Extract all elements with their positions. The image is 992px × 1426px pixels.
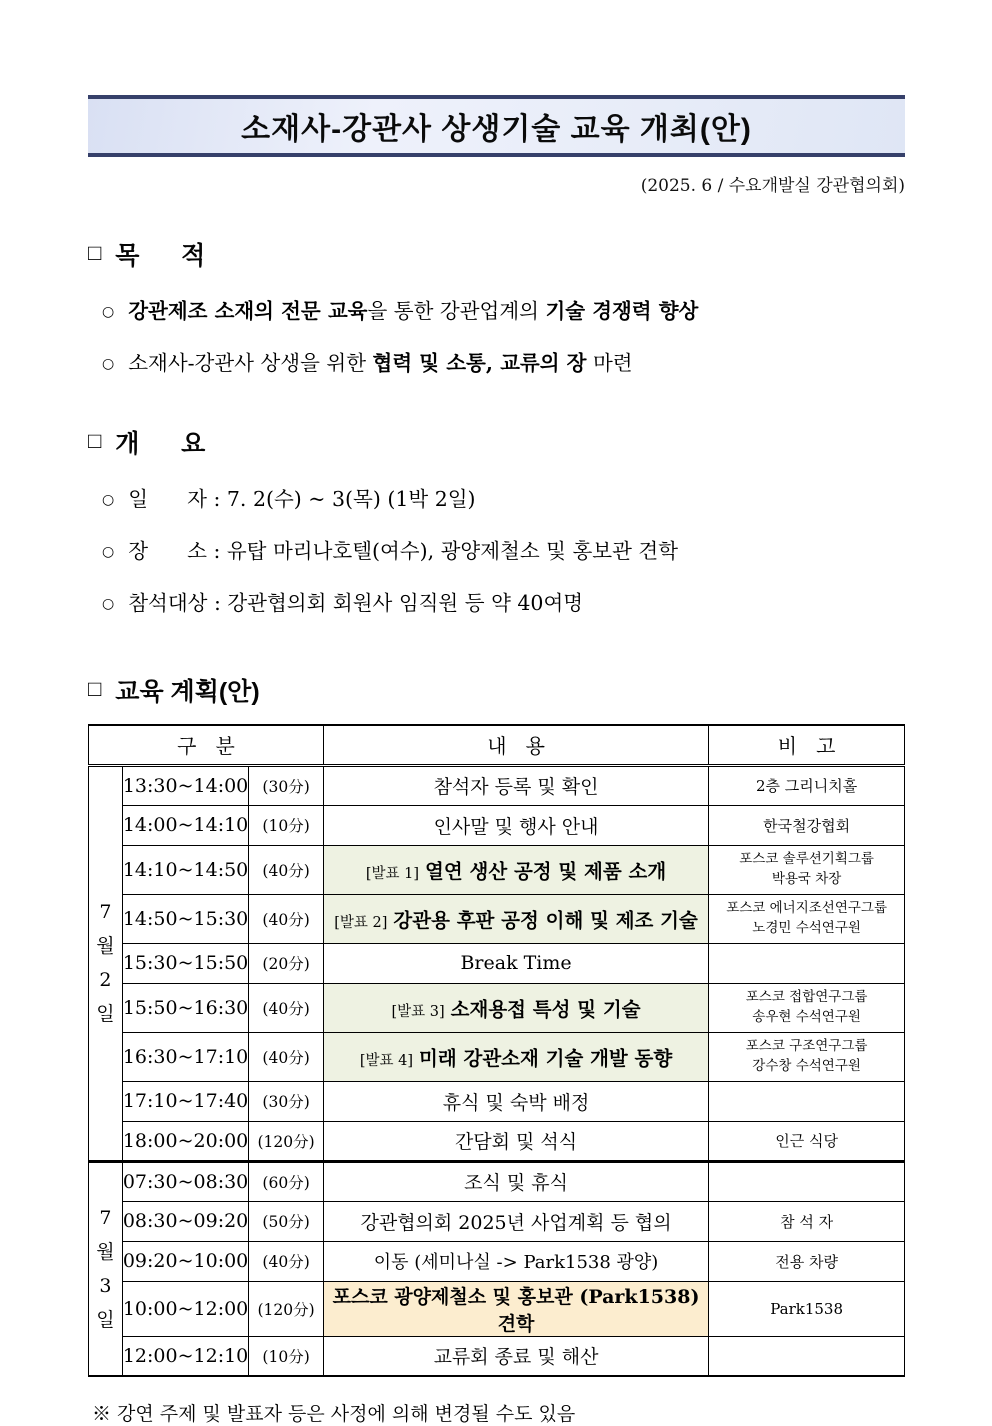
time-cell: 14:10~14:50 [122, 845, 248, 894]
remark-cell: 인근 식당 [709, 1121, 905, 1161]
title-banner [88, 95, 905, 157]
duration-cell: (120分) [249, 1281, 324, 1336]
document-title: 소재사-강관사 상생기술 교육 개최(안) [241, 113, 752, 146]
remark-cell: 포스코 접합연구그룹 송우현 수석연구원 [709, 983, 905, 1032]
time-cell: 18:00~20:00 [122, 1121, 248, 1161]
overview-place-text: 장 소 : 유탑 마리나호텔(여수), 광양제철소 및 홍보관 견학 [128, 539, 679, 563]
content-cell-presentation-1: [발표 1] 열연 생산 공정 및 제품 소개 [323, 845, 708, 894]
remark-cell [709, 1161, 905, 1201]
purpose-item-1 [102, 294, 905, 324]
circle-bullet-icon: ○ [102, 492, 115, 508]
table-row [89, 1161, 905, 1201]
table-row [89, 1336, 905, 1376]
time-cell: 13:30~14:00 [122, 765, 248, 805]
duration-cell: (120分) [249, 1121, 324, 1161]
day1-label: 7 월 2 일 [89, 765, 123, 1161]
content-cell: 인사말 및 행사 안내 [323, 805, 708, 845]
overview-item-date [102, 482, 905, 512]
remark-cell: 포스코 에너지조선연구그룹 노경민 수석연구원 [709, 894, 905, 943]
circle-bullet-icon: ○ [102, 544, 115, 560]
duration-cell: (40分) [249, 845, 324, 894]
time-cell: 14:00~14:10 [122, 805, 248, 845]
content-cell: 이동 (세미나실 -> Park1538 광양) [323, 1241, 708, 1281]
time-cell: 15:30~15:50 [122, 943, 248, 983]
content-cell: 참석자 등록 및 확인 [323, 765, 708, 805]
duration-cell: (30分) [249, 1081, 324, 1121]
duration-cell: (40分) [249, 983, 324, 1032]
remark-cell: 한국철강협회 [709, 805, 905, 845]
content-cell: 조식 및 휴식 [323, 1161, 708, 1201]
square-bullet-icon: □ [88, 676, 102, 701]
schedule-table [88, 724, 905, 1377]
table-row [89, 1281, 905, 1336]
remark-cell: 참 석 자 [709, 1201, 905, 1241]
time-cell: 10:00~12:00 [122, 1281, 248, 1336]
document-page [88, 0, 905, 1426]
circle-bullet-icon: ○ [102, 596, 115, 612]
remark-cell [709, 1336, 905, 1376]
circle-bullet-icon: ○ [102, 356, 115, 372]
duration-cell: (30分) [249, 765, 324, 805]
content-cell: Break Time [323, 943, 708, 983]
section-heading-purpose [88, 236, 905, 272]
remark-cell: 포스코 구조연구그룹 강수창 수석연구원 [709, 1032, 905, 1081]
duration-cell: (10分) [249, 1336, 324, 1376]
time-cell: 12:00~12:10 [122, 1336, 248, 1376]
time-cell: 14:50~15:30 [122, 894, 248, 943]
square-bullet-icon: □ [88, 240, 102, 265]
duration-cell: (40分) [249, 1241, 324, 1281]
table-row [89, 845, 905, 894]
remark-cell: 전용 차량 [709, 1241, 905, 1281]
remark-cell [709, 943, 905, 983]
time-cell: 16:30~17:10 [122, 1032, 248, 1081]
table-row [89, 1121, 905, 1161]
remark-cell: 포스코 솔루션기획그룹 박용국 차장 [709, 845, 905, 894]
time-cell: 15:50~16:30 [122, 983, 248, 1032]
purpose-heading-label: 목 적 [115, 242, 206, 270]
purpose-item-1-text: 강관제조 소재의 전문 교육을 통한 강관업계의 기술 경쟁력 향상 [128, 299, 699, 323]
content-cell-presentation-3: [발표 3] 소재용접 특성 및 기술 [323, 983, 708, 1032]
duration-cell: (10分) [249, 805, 324, 845]
table-header-row [89, 725, 905, 765]
table-row [89, 983, 905, 1032]
overview-item-place [102, 534, 905, 564]
duration-cell: (60分) [249, 1161, 324, 1201]
time-cell: 08:30~09:20 [122, 1201, 248, 1241]
content-cell: 간담회 및 석식 [323, 1121, 708, 1161]
duration-cell: (20分) [249, 943, 324, 983]
content-cell: 휴식 및 숙박 배정 [323, 1081, 708, 1121]
table-row [89, 1241, 905, 1281]
content-cell-presentation-4: [발표 4] 미래 강관소재 기술 개발 동향 [323, 1032, 708, 1081]
remark-cell: 2층 그리니치홀 [709, 765, 905, 805]
overview-date-text: 일 자 : 7. 2(수) ~ 3(목) (1박 2일) [128, 487, 476, 511]
duration-cell: (40分) [249, 1032, 324, 1081]
table-row [89, 1032, 905, 1081]
duration-cell: (40分) [249, 894, 324, 943]
time-cell: 07:30~08:30 [122, 1161, 248, 1201]
plan-heading-label: 교육 계획(안) [115, 678, 260, 706]
table-row [89, 765, 905, 805]
duration-cell: (50分) [249, 1201, 324, 1241]
table-row [89, 1081, 905, 1121]
overview-heading-label: 개 요 [115, 430, 206, 458]
table-row [89, 894, 905, 943]
day2-label: 7 월 3 일 [89, 1161, 123, 1376]
overview-item-attendees [102, 586, 905, 616]
content-cell: 강관협의회 2025년 사업계획 등 협의 [323, 1201, 708, 1241]
purpose-item-2-text: 소재사-강관사 상생을 위한 협력 및 소통, 교류의 장 마련 [128, 351, 633, 375]
table-row [89, 805, 905, 845]
time-cell: 09:20~10:00 [122, 1241, 248, 1281]
section-heading-overview [88, 424, 905, 460]
header-content: 내 용 [323, 725, 708, 765]
header-remarks: 비 고 [709, 725, 905, 765]
document-subtitle: (2025. 6 / 수요개발실 강관협의회) [640, 176, 905, 196]
square-bullet-icon: □ [88, 428, 102, 453]
table-row [89, 943, 905, 983]
table-row [89, 1201, 905, 1241]
remark-cell [709, 1081, 905, 1121]
header-category: 구 분 [89, 725, 324, 765]
circle-bullet-icon: ○ [102, 304, 115, 320]
purpose-item-2 [102, 346, 905, 376]
section-heading-plan [88, 672, 905, 708]
content-cell: 교류회 종료 및 해산 [323, 1336, 708, 1376]
overview-attendees-text: 참석대상 : 강관협의회 회원사 임직원 등 약 40여명 [128, 591, 584, 615]
content-cell-visit: 포스코 광양제철소 및 홍보관 (Park1538) 견학 [323, 1281, 708, 1336]
time-cell: 17:10~17:40 [122, 1081, 248, 1121]
remark-cell: Park1538 [709, 1281, 905, 1336]
content-cell-presentation-2: [발표 2] 강관용 후판 공정 이해 및 제조 기술 [323, 894, 708, 943]
footnote: ※ 강연 주제 및 발표자 등은 사정에 의해 변경될 수도 있음 [92, 1403, 576, 1425]
